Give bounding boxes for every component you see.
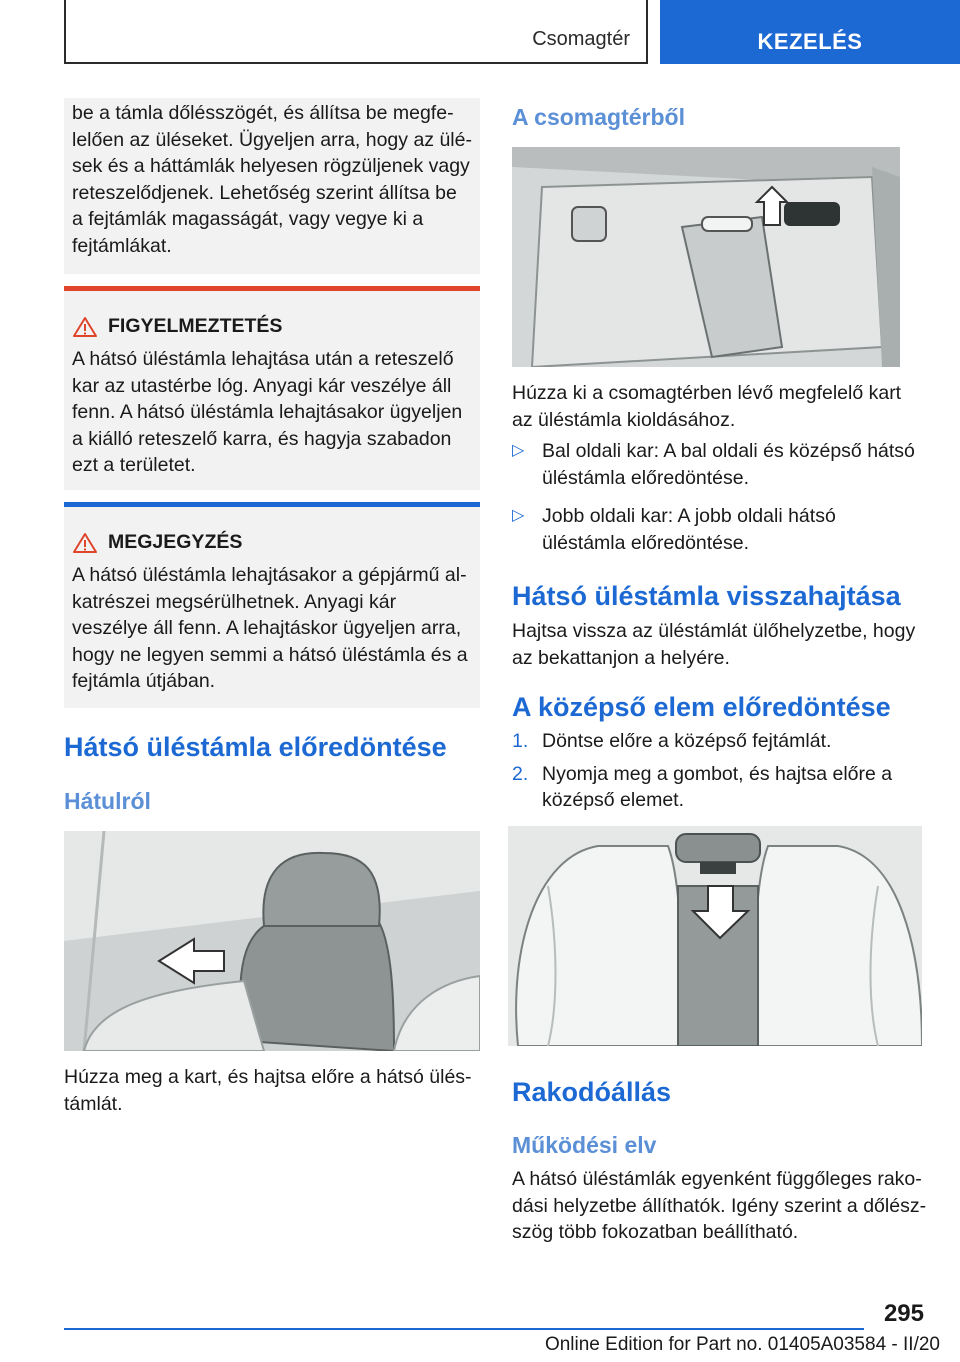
- list-item: ▷ Bal oldali kar: A bal oldali és középső hátsó üléstámla előredöntése.: [512, 440, 915, 489]
- notice-title-row: [72, 531, 472, 554]
- footer-rule: [64, 1328, 864, 1330]
- warning-box: [64, 286, 480, 490]
- trunk-lever-illustration: [512, 147, 900, 367]
- trunk-lever-caption: Húzza ki a csomagtérben lévő megfelelő kart az üléstámla kioldásához.: [512, 382, 902, 431]
- notice-text: A hátsó üléstámla lehajtásakor a gépjármű alkatrészei megsérülhetnek. Anyagi kár veszélye áll fenn. A lehajtáskor ügyeljen arra, hogy ne legyen semmi a hátsó üléstámla és a fejtámla útjában.: [72, 564, 468, 692]
- list-item: 2. Nyomja meg a gombot, és hajtsa előre a középső elemet.: [512, 762, 893, 811]
- step-number: 2.: [512, 762, 529, 785]
- warning-title-row: [72, 315, 472, 338]
- lever-bullet-list: [512, 438, 922, 568]
- middle-seat-image: [508, 826, 922, 1046]
- intro-box: [64, 98, 480, 274]
- triangle-bullet-icon: ▷: [512, 442, 525, 459]
- rear-seat-illustration: [64, 831, 480, 1051]
- fold-back-text: Hajtsa vissza az üléstámlát ülőhelyzetbe, hogy az bekattanjon a helyére.: [512, 620, 916, 669]
- middle-steps-list: [512, 728, 922, 826]
- section-heading-fold-back: Hátsó üléstámla visszahajtása: [512, 581, 901, 611]
- warning-text: A hátsó üléstámla lehajtása után a reteszelő kar az utastérbe lóg. Anyagi kár veszélye áll fenn. A hátsó üléstámla lehajtásakor ügyeljen a kiálló reteszelő karra, és hagyja szabadon ezt a területet.: [72, 348, 463, 476]
- loading-text: A hátsó üléstámlák egyenként függőleges rakodási helyzetbe állíthatók. Igény szerint a dőlészszög több fokozatban beállítható.: [512, 1168, 927, 1243]
- section-heading-middle: A középső elem előredöntése: [512, 692, 891, 722]
- list-item: 1. Döntse előre a középső fejtámlát.: [512, 728, 922, 755]
- rear-seat-caption: Húzza meg a kart, és hajtsa előre a hátsó üléstámlát.: [64, 1066, 472, 1115]
- section-heading-fold: Hátsó üléstámla előredöntése: [64, 732, 447, 762]
- notice-title: MEGJEGYZÉS: [108, 531, 243, 553]
- subheading-from-behind: Hátulról: [64, 788, 151, 814]
- footer-edition: Online Edition for Part no. 01405A03584 - II/20: [544, 1334, 940, 1355]
- middle-seat-illustration: [508, 826, 922, 1046]
- header-frame: [64, 0, 648, 64]
- rear-seat-image: [64, 831, 480, 1051]
- notice-box: [64, 502, 480, 708]
- subheading-principle: Működési elv: [512, 1132, 657, 1158]
- step-number: 1.: [512, 730, 529, 752]
- list-item: ▷ Jobb oldali kar: A jobb oldali hátsó üléstámla előredöntése.: [512, 505, 836, 554]
- chapter-title: KEZELÉS: [757, 29, 863, 54]
- warning-title: FIGYELMEZTETÉS: [108, 315, 283, 337]
- page-number: 295: [883, 1300, 924, 1327]
- section-title: Csomagtér: [532, 28, 630, 50]
- subheading-from-trunk: A csomagtérből: [512, 104, 685, 130]
- trunk-lever-image: [512, 147, 900, 367]
- caution-icon: [72, 532, 98, 554]
- warning-icon: [72, 316, 98, 338]
- intro-text: be a támla dőlésszögét, és állítsa be megfelelően az üléseket. Ügyeljen arra, hogy az ülések és a háttámlák helyesen rögzüljenek vagy reteszelődjenek. Lehetőség szerint állítsa be a fejtámlák magasságát, vagy vegye ki a fejtámlákat.: [72, 102, 472, 257]
- triangle-bullet-icon: ▷: [512, 507, 525, 524]
- section-heading-loading: Rakodóállás: [512, 1077, 672, 1107]
- chapter-tab: [660, 0, 960, 64]
